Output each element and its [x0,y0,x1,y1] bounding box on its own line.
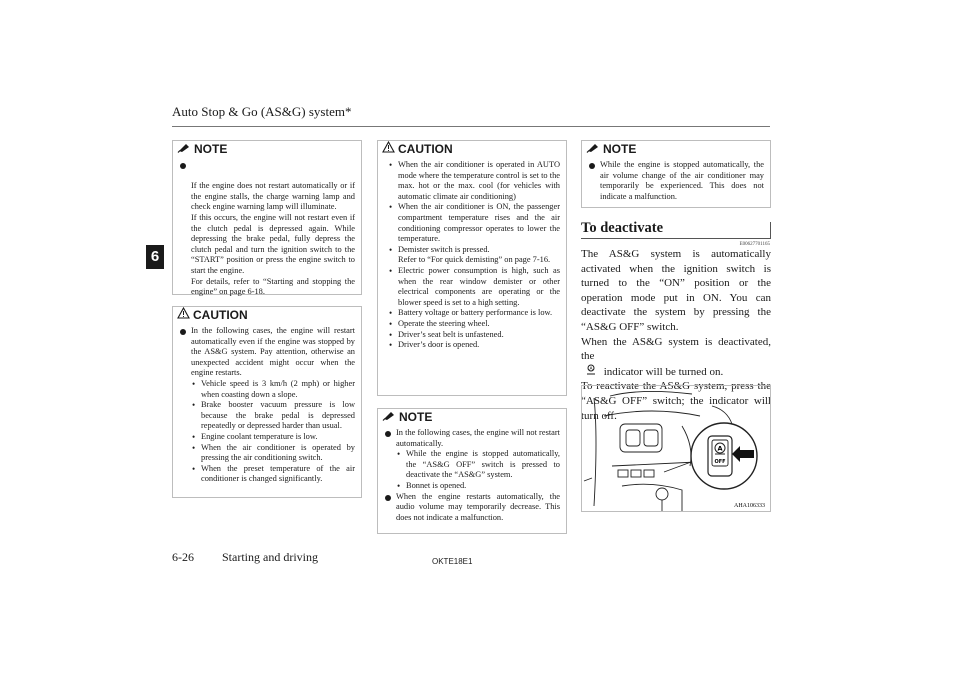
note-item: In the following cases, the engine will not restart automatically. • While the engine is stopped automatically, the “AS&G OFF” switch is pressed to deactivate the “AS&G” system. • Bonnet is opened. [384,428,560,492]
list-item: • Driver’s door is opened. [389,340,480,351]
note-icon [382,408,396,426]
footer-page-number: 6-26 [172,550,194,564]
list-item: • While the engine is stopped automatically, the “AS&G OFF” switch is pressed to deactivate the “AS&G” system. [397,449,560,480]
note-box-col2 [377,408,567,534]
note-item-text: If the engine does not restart automatically or if the engine stalls, the charge warning lamp and check engine warning lamp will illuminate. If this occurs, the engine will not restart even if the clutch pedal is depressed again. While depressing the brake pedal, fully depress the clutch pedal and turn the ignition switch to the “START” position or press the engine switch to start the engine. For details, refer to “Starting and stopping the engine” on page 6-18. [191,181,355,297]
caution-intro-text: In the following cases, the engine will restart automatically even if the engine was stopped by the AS&G system. Pay attention, otherwise an unexpected accident might occur when the engine restarts. [191,326,355,378]
bullet-icon [180,163,186,169]
list-item: • When the air conditioner is operated by pressing the air conditioning switch. [192,442,355,463]
note-icon [177,140,191,158]
indicator-icon [581,364,601,380]
chapter-tab: 6 [146,245,164,269]
list-item: • Engine coolant temperature is low. [192,431,318,442]
section-code: E00627701165 [739,242,770,247]
note-item [179,160,355,298]
warning-triangle-icon [177,306,190,324]
caution-box-col1 [172,306,362,498]
list-item: • Vehicle speed is 3 km/h (2 mph) or higher when coasting down a slope. [192,378,355,399]
paragraph: To reactivate the AS&G system, press the “AS&G OFF” switch; the indicator will turn off. [581,380,771,422]
caution-header [378,141,566,157]
figure-caption: AHA106333 [734,503,765,509]
warning-triangle-icon [382,140,395,158]
list-item: • Bonnet is opened. [397,480,467,491]
note-header [173,141,361,157]
list-item: • Driver’s seat belt is unfastened. [389,329,504,340]
switch-label: OFF [714,459,726,465]
dashboard-illustration [582,386,770,511]
list-item: • Electric power consumption is high, such as when the rear window demister or other electrical components are operating or the blower speed is set to a high setting. [389,265,560,307]
caution-label: CAUTION [193,308,248,322]
caution-item [179,326,355,485]
footer-chapter: Starting and driving [222,550,318,564]
bullet-icon [180,329,186,335]
caution-box-col2 [377,140,567,396]
note-label: NOTE [603,142,637,156]
figure-box [581,385,771,512]
switch-letter: A [717,444,723,453]
bullet-icon [589,163,595,169]
caution-header [173,307,361,323]
list-item: • Operate the steering wheel. [389,318,490,329]
list-item: • Brake booster vacuum pressure is low because the brake pedal is depressed repeatedly or depressed harder than usual. [192,400,355,431]
footer-code: OKTE18E1 [432,557,473,566]
list-item: • When the preset temperature of the air conditioner is changed significantly. [192,463,355,484]
note-label: NOTE [399,410,433,424]
list-item: • Battery voltage or battery performance is low. [389,308,553,319]
note-box-col3 [581,140,771,208]
list-item: • When the air conditioner is ON, the passenger compartment temperature rises and the air conditioning compressor operates to lower the temperature. [389,202,560,244]
note-label: NOTE [194,142,228,156]
list-item: • When the air conditioner is operated in AUTO mode where the temperature control is set to the max. hot or the max. cool (for vehicles with automatic climate air conditioning) [389,160,560,201]
note-icon [586,140,600,158]
caution-label: CAUTION [398,142,453,156]
page-header-title: Auto Stop & Go (AS&G) system* [172,104,352,119]
section-rule-end [770,222,771,239]
paragraph: When the AS&G system is deactivated, the A indicator will be turned on. [581,335,771,378]
note-box-col1 [172,140,362,295]
note-item: When the engine restarts automatically, the audio volume may temporarily decrease. This does not indicate a malfunction. [384,492,560,524]
bullet-icon [385,495,391,501]
note-header [378,409,566,425]
section-title: To deactivate [581,220,664,236]
note-header [582,141,770,157]
note-item: While the engine is stopped automatically, the air volume change of the air conditioner may temporarily be experienced. This does not indicate a malfunction. [588,160,764,202]
paragraph: The AS&G system is automatically activated when the ignition switch is turned to the “ON” position or the operation mode put in ON. You can deactivate the system by pressing the “AS&G OFF” switch. [581,248,771,333]
bullet-icon [385,431,391,437]
header-rule [172,126,770,127]
section-rule [581,238,771,239]
list-item: • Demister switch is pressed. Refer to “For quick demisting” on page 7-16. [389,244,551,265]
svg-text:A: A [589,366,593,372]
